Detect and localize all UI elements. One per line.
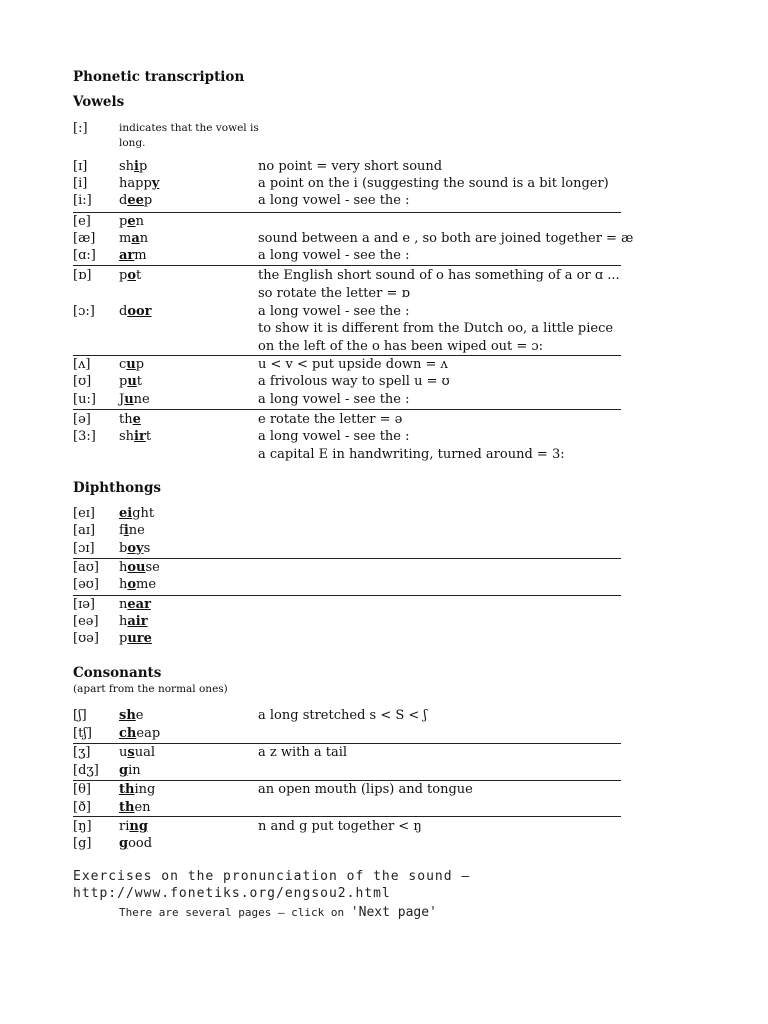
- highlighted-letters: o: [127, 577, 137, 592]
- explanation: an open mouth (lips) and tongue: [258, 782, 473, 797]
- divider: [73, 212, 621, 213]
- vowels-heading: Vowels: [73, 94, 125, 110]
- next-page-link[interactable]: 'Next page': [350, 905, 437, 920]
- explanation: a long vowel - see the :: [258, 429, 410, 444]
- example-word: deep: [119, 193, 153, 208]
- example-word: shirt: [119, 429, 152, 444]
- table-row: [73, 175, 621, 192]
- highlighted-letters: ou: [127, 560, 146, 575]
- phonetic-symbol: [ʃ]: [73, 708, 87, 723]
- highlighted-letters: e: [132, 412, 141, 427]
- phonetic-symbol: [eɪ]: [73, 506, 95, 521]
- explanation: a long vowel - see the :: [258, 392, 410, 407]
- table-row: [73, 247, 621, 264]
- example-word: arm: [119, 248, 147, 263]
- explanation: u < v < put upside down = ʌ: [258, 357, 448, 372]
- divider: [73, 265, 621, 266]
- divider: [73, 355, 621, 356]
- example-word: thing: [119, 782, 156, 797]
- example-word: June: [119, 392, 150, 407]
- explanation: a long vowel - see the :: [258, 304, 410, 319]
- phonetic-symbol: [æ]: [73, 231, 96, 246]
- divider: [73, 816, 621, 817]
- table-row: [73, 391, 621, 408]
- example-word: ring: [119, 819, 148, 834]
- explanation: sound between a and e , so both are joined together = æ: [258, 231, 634, 246]
- example-word: home: [119, 577, 157, 592]
- example-word: put: [119, 374, 143, 389]
- table-row: [73, 230, 634, 247]
- table-row: [73, 285, 621, 302]
- table-row: [73, 213, 621, 230]
- phonetic-symbol: [eə]: [73, 614, 99, 629]
- divider: [73, 780, 621, 781]
- page-title: Phonetic transcription: [73, 69, 245, 85]
- highlighted-letters: i: [123, 523, 129, 538]
- explanation: n and g put together < ŋ: [258, 819, 422, 834]
- phonetic-symbol: [ʊ]: [73, 374, 92, 389]
- table-row: [73, 613, 621, 630]
- table-row: [73, 320, 621, 337]
- table-row: [73, 338, 621, 355]
- length-note: indicates that the vowel is long.: [119, 122, 259, 149]
- table-row: [73, 762, 621, 779]
- highlighted-letters: sh: [119, 708, 136, 723]
- table-row: [73, 428, 621, 445]
- highlighted-letters: a: [131, 231, 140, 246]
- explanation: a frivolous way to spell u = ʊ: [258, 374, 450, 389]
- highlighted-letters: i: [134, 159, 139, 174]
- phonetic-symbol: [ʒ]: [73, 745, 91, 760]
- table-row: [73, 267, 621, 284]
- explanation: a long vowel - see the :: [258, 193, 410, 208]
- highlighted-letters: ee: [127, 193, 144, 208]
- phonetic-symbol: [ð]: [73, 800, 91, 815]
- highlighted-letters: oor: [127, 304, 152, 319]
- consonants-subheading: (apart from the normal ones): [73, 683, 228, 695]
- table-row: [73, 540, 621, 557]
- phonetic-symbol: [ʊə]: [73, 631, 99, 646]
- explanation: a capital E in handwriting, turned around = 3:: [258, 447, 565, 462]
- example-word: cheap: [119, 726, 161, 741]
- highlighted-letters: ei: [119, 506, 133, 521]
- phonetic-symbol: [g]: [73, 836, 92, 851]
- phonetic-symbol: [aɪ]: [73, 523, 96, 538]
- highlighted-letters: ng: [129, 819, 148, 834]
- example-word: the: [119, 412, 141, 427]
- highlighted-letters: u: [124, 392, 134, 407]
- example-word: pot: [119, 268, 142, 283]
- highlighted-letters: th: [119, 800, 135, 815]
- phonetic-symbol: [ɔɪ]: [73, 541, 95, 556]
- example-word: gin: [119, 763, 141, 778]
- highlighted-letters: g: [119, 763, 129, 778]
- divider: [73, 595, 621, 596]
- highlighted-letters: s: [127, 745, 135, 760]
- exercises-text: Exercises on the pronunciation of the sound –: [73, 869, 471, 884]
- example-word: happy: [119, 176, 160, 191]
- example-word: she: [119, 708, 144, 723]
- phonetic-symbol: [ɪə]: [73, 597, 95, 612]
- table-row: [73, 835, 621, 852]
- example-word: pen: [119, 214, 144, 229]
- table-row: [73, 559, 621, 576]
- explanation: the English short sound of o has something of a or ɑ ...: [258, 268, 620, 283]
- phonetic-symbol: [i:]: [73, 193, 92, 208]
- next-page-note: There are several pages – click on 'Next page': [119, 905, 437, 920]
- highlighted-letters: ure: [127, 631, 152, 646]
- highlighted-letters: ch: [119, 726, 137, 741]
- phonetic-symbol: [tʃ]: [73, 726, 92, 741]
- highlighted-letters: ir: [134, 429, 146, 444]
- explanation: a z with a tail: [258, 745, 348, 760]
- explanation: to show it is different from the Dutch oo, a little piece: [258, 321, 614, 336]
- table-row: [73, 630, 621, 647]
- phonetic-symbol: [u:]: [73, 392, 96, 407]
- highlighted-letters: o: [127, 268, 136, 283]
- highlighted-letters: y: [151, 176, 160, 191]
- example-word: boys: [119, 541, 151, 556]
- table-row: [73, 818, 621, 835]
- phonetic-symbol: [ɔ:]: [73, 304, 95, 319]
- phonetic-symbol: [3:]: [73, 429, 96, 444]
- table-row: [73, 799, 621, 816]
- highlighted-letters: e: [127, 214, 136, 229]
- phonetic-symbol: [θ]: [73, 782, 91, 797]
- table-row: [73, 356, 621, 373]
- table-row: [73, 596, 621, 613]
- example-word: fine: [119, 523, 145, 538]
- highlighted-letters: th: [119, 782, 135, 797]
- example-word: man: [119, 231, 149, 246]
- phonetic-symbol: [dʒ]: [73, 763, 99, 778]
- phonetic-symbol: [ŋ]: [73, 819, 92, 834]
- divider: [73, 743, 621, 744]
- example-word: eight: [119, 506, 155, 521]
- highlighted-letters: u: [126, 357, 136, 372]
- highlighted-letters: air: [127, 614, 148, 629]
- example-word: pure: [119, 631, 152, 646]
- highlighted-letters: ear: [127, 597, 151, 612]
- length-symbol: [:]: [73, 121, 88, 136]
- explanation: a long stretched s < S < ʃ: [258, 708, 427, 723]
- phonetic-symbol: [ʌ]: [73, 357, 91, 372]
- phonetic-symbol: [i]: [73, 176, 88, 191]
- example-word: then: [119, 800, 151, 815]
- table-row: [73, 192, 621, 209]
- example-word: good: [119, 836, 153, 851]
- phonetic-symbol: [ɒ]: [73, 268, 92, 283]
- example-word: near: [119, 597, 151, 612]
- table-row: [73, 446, 621, 463]
- highlighted-letters: oy: [127, 541, 144, 556]
- explanation: so rotate the letter = ɒ: [258, 286, 410, 301]
- phonetic-symbol: [aʊ]: [73, 560, 99, 575]
- divider: [73, 558, 621, 559]
- explanation: on the left of the o has been wiped out = ɔ:: [258, 339, 544, 354]
- example-word: cup: [119, 357, 145, 372]
- table-row: [73, 505, 621, 522]
- table-row: [73, 576, 621, 593]
- phonetic-symbol: [ə]: [73, 412, 91, 427]
- phonetic-symbol: [e]: [73, 214, 91, 229]
- example-word: door: [119, 304, 152, 319]
- table-row: [73, 725, 621, 742]
- diphthongs-heading: Diphthongs: [73, 480, 162, 496]
- table-row: [73, 522, 621, 539]
- explanation: no point = very short sound: [258, 159, 443, 174]
- phonetic-symbol: [ɑ:]: [73, 248, 96, 263]
- explanation: a point on the i (suggesting the sound is a bit longer): [258, 176, 609, 191]
- example-word: hair: [119, 614, 148, 629]
- table-row: [73, 781, 621, 798]
- table-row: [73, 744, 621, 761]
- example-word: house: [119, 560, 160, 575]
- phonetic-symbol: [əʊ]: [73, 577, 99, 592]
- exercises-link[interactable]: http://www.fonetiks.org/engsou2.html: [73, 886, 391, 901]
- example-word: ship: [119, 159, 148, 174]
- table-row: [73, 158, 621, 175]
- table-row: [73, 303, 621, 320]
- explanation: a long vowel - see the :: [258, 248, 410, 263]
- table-row: [73, 411, 621, 428]
- table-row: [73, 707, 621, 724]
- example-word: usual: [119, 745, 155, 760]
- highlighted-letters: ar: [119, 248, 135, 263]
- explanation: e rotate the letter = ə: [258, 412, 403, 427]
- phonetic-symbol: [ɪ]: [73, 159, 88, 174]
- divider: [73, 409, 621, 410]
- consonants-heading: Consonants: [73, 665, 162, 681]
- highlighted-letters: u: [127, 374, 137, 389]
- highlighted-letters: g: [119, 836, 129, 851]
- table-row: [73, 373, 621, 390]
